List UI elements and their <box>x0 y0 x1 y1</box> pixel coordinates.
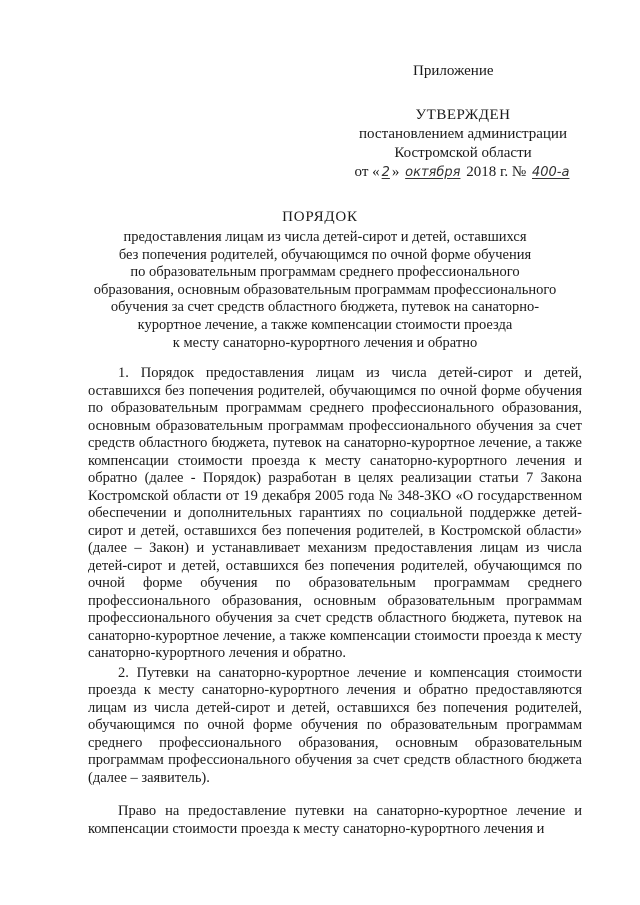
appendix-label: Приложение <box>413 63 494 79</box>
date-day-handwritten: 2 <box>381 165 390 180</box>
subtitle-line: курортное лечение, а также компенсации стоимости проезда <box>137 316 513 333</box>
date-mid: » <box>391 164 400 180</box>
paragraph-3: Право на предоставление путевки на санаторно-курортное лечение и компенсации стоимости проезда к месту санаторно-курортного лечения и <box>88 803 582 837</box>
date-month-handwritten: октября <box>405 165 461 180</box>
subtitle-line: к месту санаторно-курортного лечения и обратно <box>172 334 478 351</box>
approved-heading: УТВЕРЖДЕН <box>415 107 511 123</box>
document-subtitle <box>85 229 565 352</box>
document-title: ПОРЯДОК <box>282 209 358 225</box>
document-body <box>88 365 582 838</box>
approval-line-1: постановлением администрации <box>359 126 567 142</box>
date-number-handwritten: 400-а <box>531 165 570 180</box>
paragraph-1: 1. Порядок предоставления лицам из числа детей-сирот и детей, оставшихся без попечения родителей, обучающимся по очной форме обучения по образовательным программам среднего профессионального образования, основным образовательным программам профессионального обучения за счет средств областного бюджета, путевок на санаторно-курортное лечение, а также компенсации стоимости проезда к месту санаторно-курортного лечения и обратно (далее - Порядок) разработан в целях реализации статьи 7 Закона Костромской области от 19 декабря 2005 года № 348-ЗКО «О государственном обеспечении и дополнительных гарантиях по социальной поддержке детей-сирот и детей, оставшихся без попечения родителей, в Костромской области» (далее – Закон) и устанавливает механизм предоставления лицам из числа детей-сирот и детей, оставшихся без попечения родителей, обучающимся по очной форме обучения по образовательным программам среднего профессионального образования, основным образовательным программам профессионального обучения за счет средств областного бюджета, путевок на санаторно-курортное лечение, а также компенсации стоимости проезда к месту санаторно-курортного лечения и обратно. <box>88 365 582 661</box>
subtitle-line: предоставления лицам из числа детей-сирот и детей, оставшихся <box>123 229 527 245</box>
approval-line-2: Костромской области <box>394 145 532 161</box>
paragraph-2: 2. Путевки на санаторно-курортное лечение и компенсация стоимости проезда к месту санаторно-курортного лечения и обратно предоставляются лицам из числа детей-сирот и детей, оставшихся без попечения родителей, обучающимся по очной форме обучения по образовательным программам среднего профессионального образования, основным образовательным программам профессионального обучения за счет средств областного бюджета (далее – заявитель). <box>88 664 582 786</box>
date-prefix: от « <box>354 164 380 180</box>
subtitle-line: по образовательным программам среднего профессионального <box>130 264 520 281</box>
approval-block <box>338 106 588 182</box>
subtitle-line: образования, основным образовательным программам профессионального <box>93 281 557 298</box>
subtitle-line: обучения за счет средств областного бюджета, путевок на санаторно- <box>110 299 540 316</box>
subtitle-line: без попечения родителей, обучающимся по очной форме обучения <box>118 246 532 263</box>
approval-date-line <box>338 163 588 182</box>
date-year: 2018 г. № <box>466 164 527 180</box>
